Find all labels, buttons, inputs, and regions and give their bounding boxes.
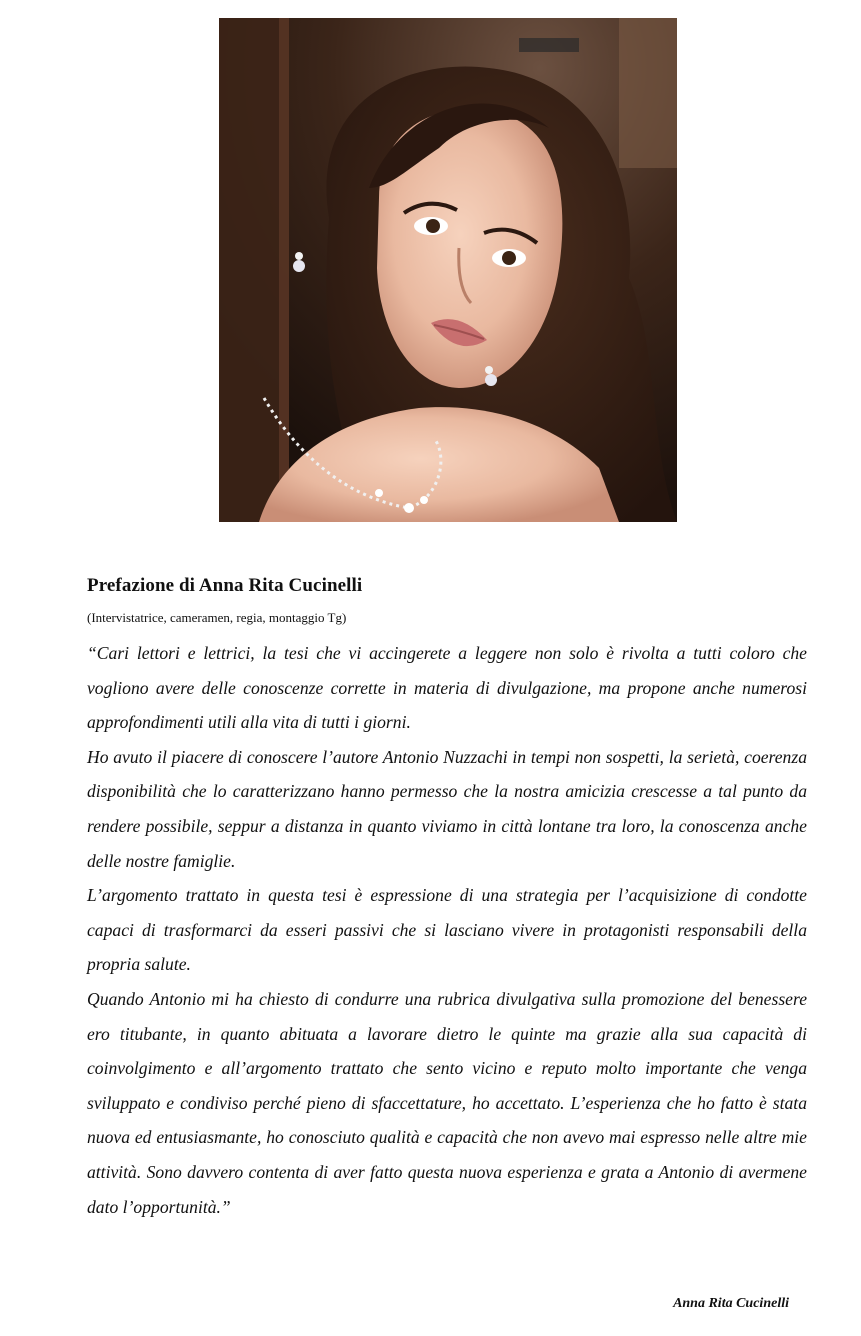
preface-paragraph: L’argomento trattato in questa tesi è espressione di una strategia per l’acquisizione di condotte capaci di trasformarci da esseri passivi che si lasciano vivere in protagonisti responsabili della propria salute.: [87, 885, 807, 975]
author-roles: (Intervistatrice, cameramen, regia, montaggio Tg): [87, 610, 347, 625]
preface-body: [87, 636, 807, 1224]
preface-title: Prefazione di Anna Rita Cucinelli: [87, 575, 363, 596]
preface-paragraph: “Cari lettori e lettrici, la tesi che vi accingerete a leggere non solo è rivolta a tutti coloro che vogliono avere delle conoscenze corrette in materia di divulgazione, ma propone anche numerosi approfondimenti utili alla vita di tutti i giorni.: [87, 643, 807, 733]
preface-paragraph: Quando Antonio mi ha chiesto di condurre una rubrica divulgativa sulla promozione del benessere ero titubante, in quanto abituata a lavorare dietro le quinte ma grazie alla sua capacità di coinvolgimento e all’argomento trattato che sento vicino e reputo molto importante che venga sviluppato e condiviso perché pieno di sfaccettature, ho accettato. L’esperienza che ho fatto è stata nuova ed entusiasmante, ho conosciuto qualità e capacità che non avevo mai espresso nelle altre mie attività. Sono davvero contenta di aver fatto questa nuova esperienza e grata a Antonio di avermene dato l’opportunità.”: [87, 988, 807, 1217]
portrait-illustration: [219, 18, 677, 522]
preface-paragraph: Ho avuto il piacere di conoscere l’autore Antonio Nuzzachi in tempi non sospetti, la serietà, coerenza disponibilità che lo caratterizzano hanno permesso che la nostra amicizia crescesse a tal punto da rendere possibile, seppur a distanza in quanto viviamo in città lontane tra loro, la conoscenza anche delle nostre famiglie.: [87, 746, 807, 871]
portrait-photo: [219, 18, 677, 522]
author-signature: Anna Rita Cucinelli: [673, 1296, 789, 1311]
